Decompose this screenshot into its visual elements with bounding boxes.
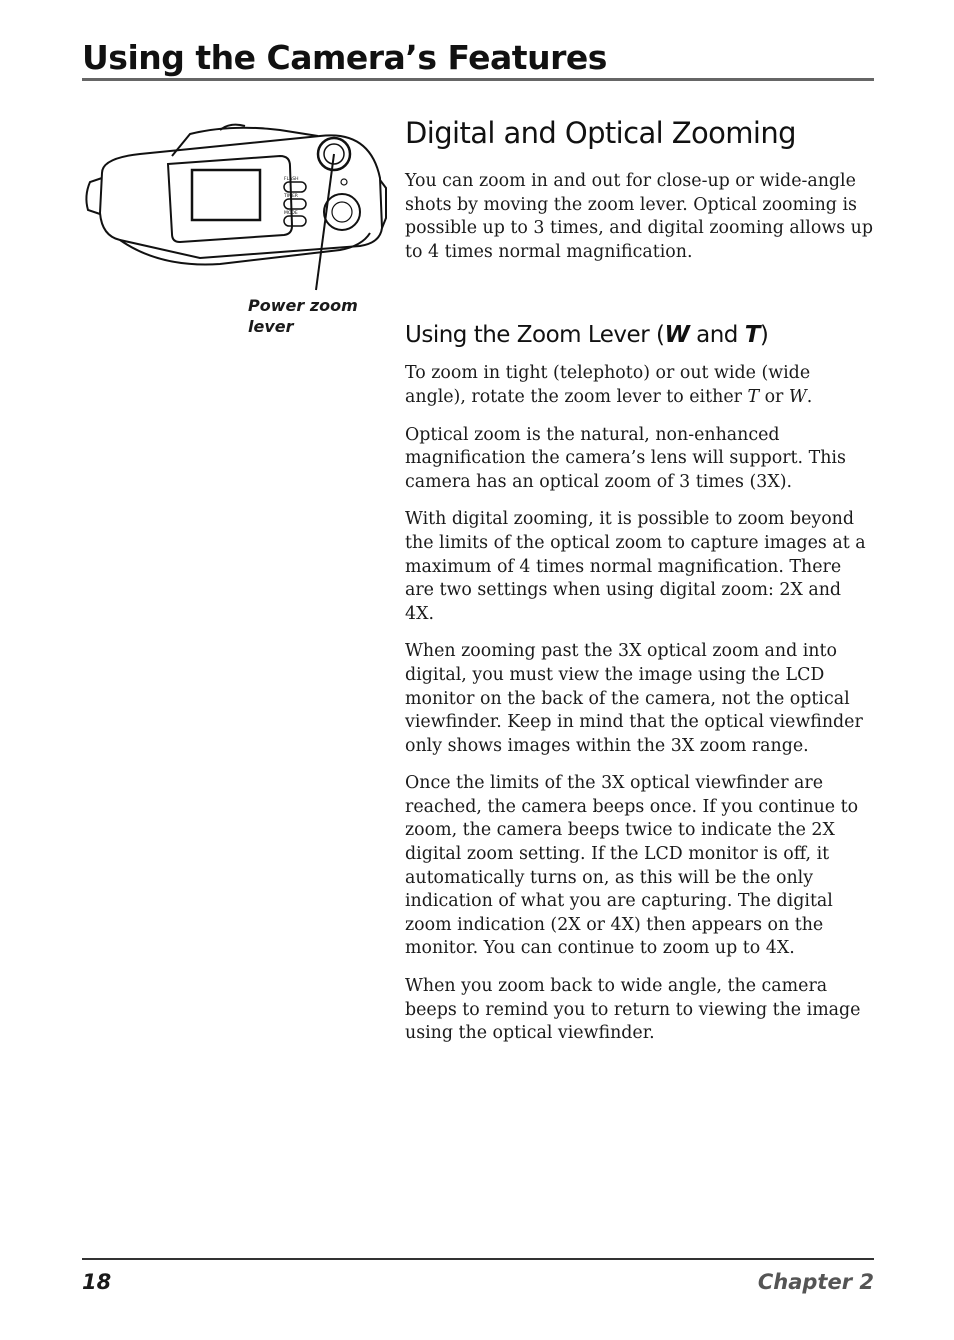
lcd-monitor-paragraph: When zooming past the 3X optical zoom and into digital, you must view the image using the LCD monitor on the back of the camera, not the optical viewfinder. Keep in mind that the optical viewfinder only shows images within the 3X zoom range. bbox=[405, 641, 863, 756]
page-number: 18 bbox=[82, 1270, 112, 1294]
zoom-lever-paragraph: To zoom in tight (telephoto) or out wide (wide angle), rotate the zoom lever to either T or W. bbox=[405, 363, 813, 407]
flash-button bbox=[284, 182, 306, 192]
mode-dial bbox=[324, 194, 360, 230]
flash-label: FLASH bbox=[284, 177, 299, 182]
optical-zoom-paragraph: Optical zoom is the natural, non-enhanced magnification the camera’s lens will support. This camera has an optical zoom of 3 times (3X). bbox=[405, 424, 846, 492]
lcd-screen bbox=[192, 170, 260, 220]
footer-rule bbox=[82, 1258, 874, 1260]
mode-label: MODE bbox=[284, 211, 298, 216]
section-header: Using the Camera’s Features bbox=[82, 38, 607, 77]
mode-button bbox=[284, 216, 306, 226]
camera-top bbox=[172, 128, 318, 156]
digital-zoom-paragraph: With digital zooming, it is possible to zoom beyond the limits of the optical zoom to capture images at a maximum of 4 times normal magnification. There are two settings when using digital zoom: 2X and 4X. bbox=[405, 509, 866, 624]
main-content bbox=[405, 116, 875, 1060]
beep-paragraph: Once the limits of the 3X optical viewfinder are reached, the camera beeps once. If you continue to zoom, the camera beeps twice to indicate the 2X digital zoom setting. If the LCD monitor is off, it automatically turns on, as this will be the only indication of what you are capturing. The digital zoom indication (2X or 4X) then appears on the monitor. You can continue to zoom up to 4X. bbox=[405, 773, 859, 959]
figure-caption: Power zoom lever bbox=[248, 296, 358, 336]
subheading: Using the Zoom Lever (W and T) bbox=[405, 322, 769, 349]
caption-pointer bbox=[316, 154, 334, 290]
timer-label: TIMER bbox=[284, 194, 298, 199]
timer-button bbox=[284, 199, 306, 209]
chapter-label: Chapter 2 bbox=[757, 1270, 874, 1294]
wide-angle-paragraph: When you zoom back to wide angle, the camera beeps to remind you to return to viewing the image using the optical viewfinder. bbox=[405, 976, 861, 1044]
header-rule bbox=[82, 78, 874, 81]
intro-paragraph: You can zoom in and out for close-up or wide-angle shots by moving the zoom lever. Optical zooming is possible up to 3 times, and digital zooming allows up to 4 times normal magnification. bbox=[405, 171, 873, 262]
camera-illustration bbox=[80, 118, 390, 293]
page-title: Digital and Optical Zooming bbox=[405, 116, 796, 150]
